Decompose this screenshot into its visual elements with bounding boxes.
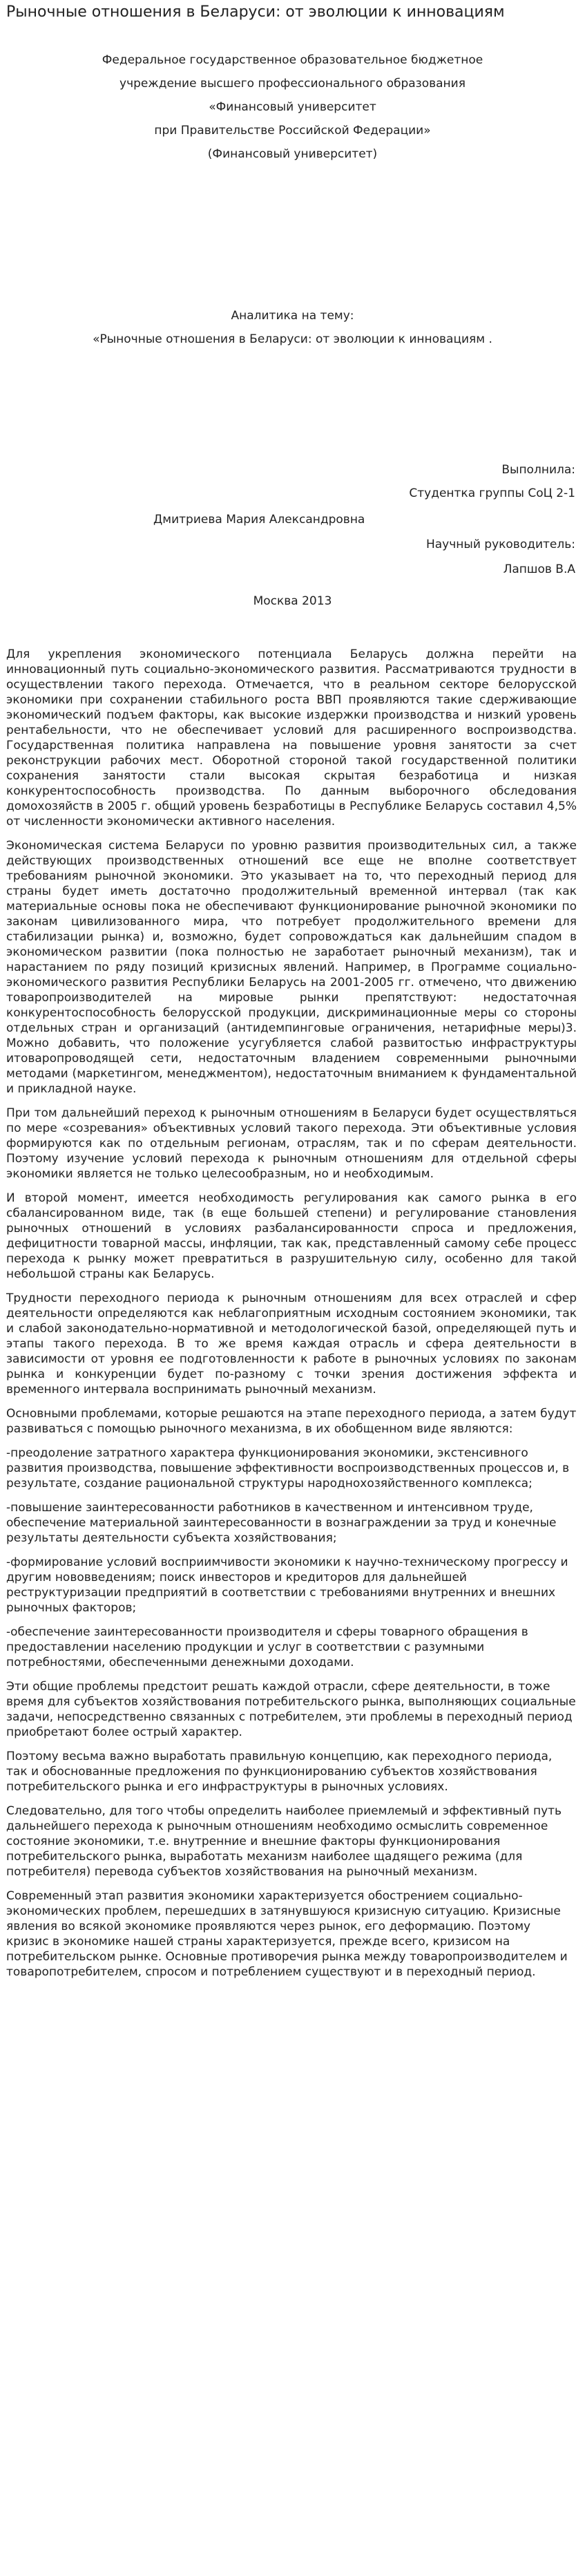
- paragraph: Экономическая система Беларуси по уровню развития производительных сил, а также действующих производственных отношений все еще не вполне соответствует требованиям рыночной экономики. Это указывает на то, что переходный период для страны будет иметь достаточно продолжительный временной интервал (так как материальные основы пока не обеспечивают функционирование рыночной экономики по законам цивилизованного мира, что потребует продолжительного времени для стабилизации рынка) и, возможно, будет сопровождаться как дальнейшим спадом в экономическом развитии (пока полностью не заработает рыночный механизм), так и нарастанием по ряду позиций кризисных явлений. Например, в Программе социально-экономического развития Республики Беларусь на 2001-2005 гг. отмечено, что движению товаропроизводителей на мировые рынки препятствуют: недостаточная конкурентоспособность белорусской продукции, дискриминационные меры со стороны отдельных стран и организаций (антидемпинговые ограничения, нетарифные меры)3. Можно добавить, что положение усугубляется слабой развитостью инфраструктуры итоваропроводящей сети, недостаточным владением современными рыночными методами (маркетингом, менеджментом), недостаточным вниманием к фундаментальной и прикладной науке.: [6, 839, 577, 1096]
- paragraph: Поэтому весьма важно выработать правильную концепцию, как переходного периода, так и обоснованные предложения по функционированию субъектов хозяйствования потребительского рынка и его инфраструктуры в рыночных условиях.: [6, 1750, 553, 1794]
- institution-line: учреждение высшего профессионального образования: [119, 77, 466, 91]
- supervisor-name: Лапшов В.А: [503, 562, 575, 576]
- paragraph: Эти общие проблемы предстоит решать каждой отрасли, сфере деятельности, в тоже время для субъектов хозяйствования потребительского рынка, выполняющих социальные задачи, непосредственно связанных с потребителем, эти проблемы в переходный период приобретают более острый характер.: [6, 1680, 576, 1739]
- institution-line: «Финансовый университет: [209, 100, 376, 114]
- institution-line: (Финансовый университет): [207, 147, 378, 161]
- paragraph: Основными проблемами, которые решаются на этапе переходного периода, а затем будут развиваться с помощью рыночного механизма, в их обобщенном виде являются:: [6, 1407, 577, 1436]
- paragraph: Современный этап развития экономики характеризуется обострением социально-экономических проблем, перешедших в затянувшуюся кризисную ситуацию. Кризисные явления во всякой экономике проявляются через рынок, его деформацию. Поэтому кризис в экономике нашей страны характеризуется, прежде всего, кризисом на потребительском рынке. Основные противоречия рынка между товаропроизводителем и товаропотребителем, спросом и потреблением существуют и в переходный период.: [6, 1889, 568, 1979]
- paragraph: И второй момент, имеется необходимость регулирования как самого рынка в его сбалансированном виде, так (в еще большей степени) и регулирование становления рыночных отношений в условиях разбалансированности спроса и предложения, дефицитности товарной массы, инфляции, так как, представленный самому себе процесс перехода к рынку может превратиться в разрушительную силу, особенно для такой небольшой страны как Беларусь.: [6, 1191, 577, 1281]
- topic-block: [0, 304, 585, 351]
- paragraph: Следовательно, для того чтобы определить наиболее приемлемый и эффективный путь дальнейшего перехода к рыночным отношениям необходимо осмыслить современное состояние экономики, т.е. внутренние и внешние факторы функционирования потребительского рынка, выработать механизм наиболее щадящего режима (для потребителя) перевода субъектов хозяйствования на рыночный механизм.: [6, 1804, 562, 1879]
- list-item: -формирование условий восприимчивости экономики к научно-техническому прогрессу и другим нововведениям; поиск инвесторов и кредиторов для дальнейшей реструктуризации предприятий в соответствии с требованиями внутренних и внешних рыночных факторов;: [6, 1555, 568, 1615]
- paragraph: При том дальнейший переход к рыночным отношениям в Беларуси будет осуществляться по мере «созревания» объективных условий такого перехода. Эти объективные условия формируются как по отдельным регионам, отраслям, так и по сферам деятельности. Поэтому изучение условий перехода к рыночным отношениям для отдельной сферы экономики является не только целесообразным, но и необходимым.: [6, 1106, 577, 1181]
- institution-block: [0, 48, 585, 166]
- paragraph: Трудности переходного периода к рыночным отношениям для всех отраслей и сфер деятельности определяются как неблагоприятным исходным состоянием экономики, так и слабой законодательно-нормативной и методологической базой, определяющей путь и этапы такого перехода. В то же время каждая отрасль и сфера деятельности в зависимости от уровня ее подготовленности к работе в рыночных условиях по законам рынка и конкуренции будет по-разному с точки зрения достижения эффекта и временного интервала воспринимать рыночный механизм.: [6, 1291, 577, 1396]
- list-item: -обеспечение заинтересованности производителя и сферы товарного обращения в предоставлении населению продукции и услуг в соответствии с разумными потребностями, обеспеченными денежными доходами.: [6, 1625, 528, 1669]
- document-body: [6, 647, 577, 1989]
- author-label: Выполнила:: [501, 463, 575, 477]
- institution-line: при Правительстве Российской Федерации»: [154, 124, 431, 138]
- author-name: Дмитриева Мария Александровна: [153, 513, 365, 527]
- list-item: -преодоление затратного характера функционирования экономики, экстенсивного развития производства, повышение эффективности воспроизводственных процессов и, в результате, создание рациональной структуры народнохозяйственного комплекса;: [6, 1446, 570, 1490]
- topic-heading: Аналитика на тему:: [231, 309, 354, 323]
- institution-line: Федеральное государственное образовательное бюджетное: [102, 53, 483, 67]
- author-group: Студентка группы СоЦ 2-1: [409, 486, 575, 500]
- list-item: -повышение заинтересованности работников в качественном и интенсивном труде, обеспечение материальной заинтересованности в вознаграждении за труд и конечные результаты деятельности субъекта хозяйствования;: [6, 1501, 557, 1545]
- topic-name: «Рыночные отношения в Беларуси: от эволюции к инновациям .: [93, 332, 492, 346]
- document-title: Рыночные отношения в Беларуси: от эволюции к инновациям: [6, 3, 505, 21]
- paragraph: Для укрепления экономического потенциала Беларусь должна перейти на инновационный путь социально-экономического развития. Рассматриваются трудности в осуществлении такого перехода. Отмечается, что в реальном секторе белорусской экономики при сохранении стабильного роста ВВП проявляются такие сдерживающие экономический подъем факторы, как высокие издержки производства и низкий уровень рентабельности, что не обеспечивает условий для расширенного воспроизводства. Государственная политика направлена на повышение уровня занятости за счет реконструкции рабочих мест. Оборотной стороной такой государственной политики сохранения занятости стали высокая скрытая безработица и низкая конкурентоспособность производства. По данным выборочного обследования домохозяйств в 2005 г. общий уровень безработицы в Республике Беларусь составил 4,5% от численности экономически активного населения.: [6, 647, 577, 828]
- supervisor-label: Научный руководитель:: [425, 538, 575, 551]
- city-year: Москва 2013: [253, 594, 332, 608]
